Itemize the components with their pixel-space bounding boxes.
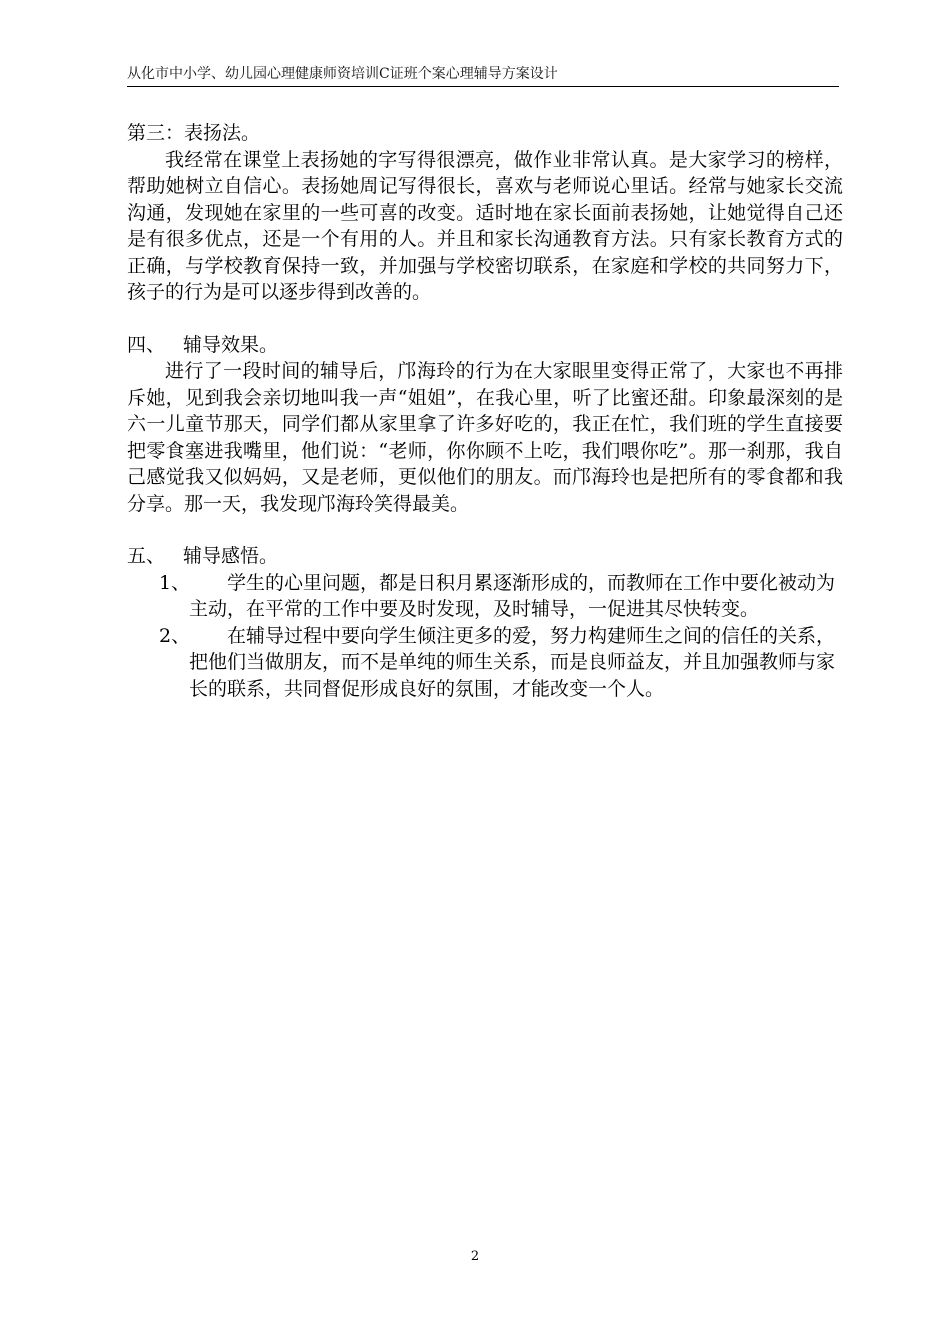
- spacer: [127, 517, 843, 543]
- section4-paragraph: 进行了一段时间的辅导后，邝海玲的行为在大家眼里变得正常了，大家也不再排斥她，见到我会亲切地叫我一声“姐姐”，在我心里，听了比蜜还甜。印象最深刻的是六一儿童节那天，同学们都从家里拿了许多好吃的，我正在忙，我们班的学生直接要把零食塞进我嘴里，他们说：“老师，你你顾不上吃，我们喂你吃”。那一刹那，我自己感觉我又似妈妈，又是老师，更似他们的朋友。而邝海玲也是把所有的零食都和我分享。那一天，我发现邝海玲笑得最美。: [127, 360, 843, 515]
- section5-title: 辅导感悟。: [183, 545, 279, 567]
- section3-heading: 第三：表扬法。: [127, 122, 261, 144]
- header-title: 从化市中小学、幼儿园心理健康师资培训C证班个案心理辅导方案设计: [127, 66, 558, 82]
- list-item-text: 在辅导过程中要向学生倾注更多的爱，努力构建师生之间的信任的关系，把他们当做朋友，而不是单纯的师生关系，而是良师益友，并且加强教师与家长的联系，共同督促形成良好的氛围，才能改变一个人。: [189, 624, 836, 700]
- spacer: [127, 306, 843, 332]
- section4-number: 四、: [127, 333, 166, 356]
- section5-number: 五、: [127, 545, 166, 567]
- section5-heading: [127, 543, 843, 570]
- page-number: 2: [470, 1249, 480, 1264]
- list-item-text: 学生的心里问题，都是日积月累逐渐形成的，而教师在工作中要化被动为主动，在平常的工作中要及时发现，及时辅导，一促进其尽快转变。: [189, 571, 836, 620]
- list-item-number: 2、: [159, 624, 191, 647]
- page-header: [127, 64, 839, 87]
- section3-paragraph: 我经常在课堂上表扬她的字写得很漂亮，做作业非常认真。是大家学习的榜样，帮助她树立自信心。表扬她周记写得很长，喜欢与老师说心里话。经常与她家长交流沟通，发现她在家里的一些可喜的改变。适时地在家长面前表扬她，让她觉得自己还是有很多优点，还是一个有用的人。并且和家长沟通教育方法。只有家长教育方式的正确，与学校教育保持一致，并加强与学校密切联系，在家庭和学校的共同努力下，孩子的行为是可以逐步得到改善的。: [127, 148, 843, 303]
- list-item-number: 1、: [159, 571, 191, 594]
- list-item: [127, 623, 843, 703]
- document-body: [127, 120, 843, 702]
- list-item: [127, 570, 843, 623]
- section4-title: 辅导效果。: [183, 333, 279, 356]
- section4-heading: [127, 332, 843, 359]
